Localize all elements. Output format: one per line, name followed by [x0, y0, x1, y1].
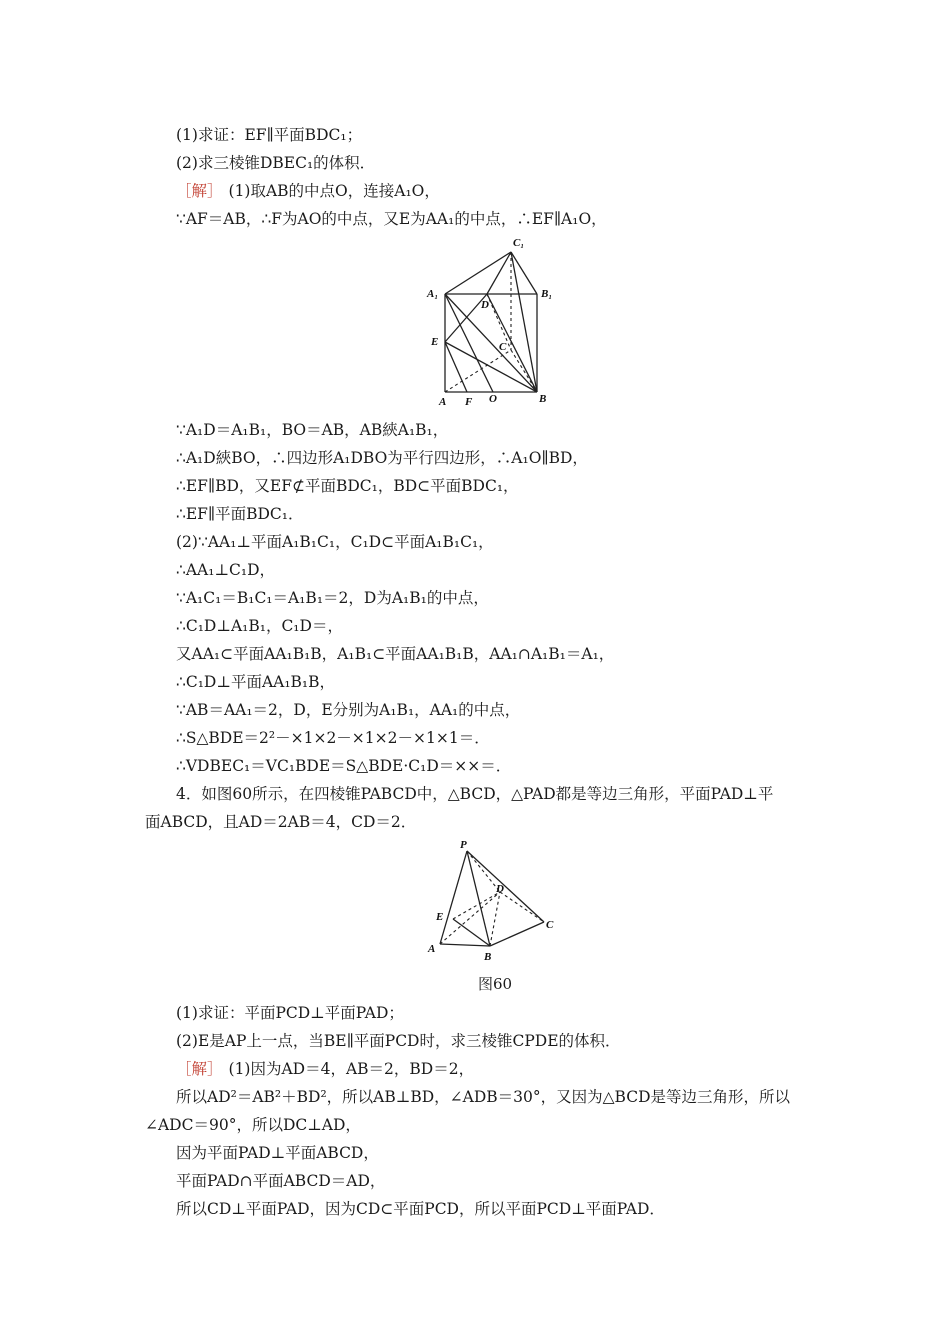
solution-line-15: ∴VDBEC₁＝VC₁BDE＝S△BDE·C₁D＝××＝． — [176, 757, 512, 775]
solution-4-line-2: 所以AD²＝AB²＋BD²，所以AB⊥BD，∠ADB＝30°，又因为△BCD是等边三角形，所以 — [176, 1088, 790, 1106]
problem-4-q1: (1)求证：平面PCD⊥平面PAD； — [176, 1004, 404, 1022]
label-a: A — [439, 396, 447, 408]
solution-line-10: ∴C₁D⊥A₁B₁，C₁D＝， — [176, 617, 343, 635]
label-a2: A — [428, 943, 436, 955]
figure-prism — [425, 232, 565, 410]
label-b1: B₁ — [541, 288, 553, 300]
label-p: P — [460, 839, 467, 851]
solution-line-6: ∴EF∥平面BDC₁． — [176, 505, 304, 523]
q2-volume: (2)求三棱锥DBEC₁的体积． — [176, 154, 376, 172]
label-c: C — [499, 341, 507, 353]
label-b2: B — [484, 951, 492, 963]
label-d: D — [481, 299, 489, 311]
solution-line-13: ∵AB＝AA₁＝2，D，E分别为A₁B₁，AA₁的中点， — [176, 701, 521, 719]
solution-line-3: ∵A₁D＝A₁B₁，BO＝AB，AB綊A₁B₁， — [176, 421, 449, 439]
solution-line-7: (2)∵AA₁⊥平面A₁B₁C₁，C₁D⊂平面A₁B₁C₁， — [176, 533, 494, 551]
solution-tag-2: ［解］ — [176, 1060, 223, 1078]
solution-line-8: ∴AA₁⊥C₁D， — [176, 561, 276, 579]
solution-4-line-6: 所以CD⊥平面PAD，因为CD⊂平面PCD，所以平面PCD⊥平面PAD． — [176, 1200, 665, 1218]
problem-4-q2: (2)E是AP上一点，当BE∥平面PCD时，求三棱锥CPDE的体积． — [176, 1032, 621, 1050]
solution-line-4: ∴A₁D綊BO，∴四边形A₁DBO为平行四边形，∴A₁O∥BD， — [176, 449, 588, 467]
solution-4-line-1 — [176, 1059, 474, 1079]
solution-line-5: ∴EF∥BD，又EF⊄平面BDC₁，BD⊂平面BDC₁， — [176, 477, 519, 495]
label-c2: C — [546, 919, 554, 931]
label-d2: D — [496, 883, 504, 895]
figure-caption: 图60 — [478, 975, 513, 993]
solution-line-12: ∴C₁D⊥平面AA₁B₁B， — [176, 673, 336, 691]
solution-line-9: ∵A₁C₁＝B₁C₁＝A₁B₁＝2，D为A₁B₁的中点， — [176, 589, 489, 607]
solution-4-step-1: (1)因为AD＝4，AB＝2，BD＝2， — [228, 1060, 475, 1078]
figure-pyramid — [422, 836, 562, 966]
solution-4-line-4: 因为平面PAD⊥平面ABCD， — [176, 1144, 379, 1162]
problem-4-line-1: 4．如图60所示，在四棱锥PABCD中，△BCD，△PAD都是等边三角形，平面PAD⊥平 — [176, 785, 774, 803]
solution-tag: ［解］ — [176, 182, 223, 200]
label-o: O — [489, 393, 497, 405]
solution-line-14: ∴S△BDE＝2²－×1×2－×1×2－×1×1＝． — [176, 729, 490, 747]
solution-4-line-5: 平面PAD∩平面ABCD＝AD， — [176, 1172, 386, 1190]
solution-step-1: (1)取AB的中点O，连接A₁O， — [228, 182, 440, 200]
label-f: F — [465, 396, 473, 408]
label-c1: C₁ — [513, 237, 525, 249]
solution-line-2: ∵AF＝AB，∴F为AO的中点，又E为AA₁的中点，∴EF∥A₁O， — [176, 210, 607, 228]
label-e: E — [431, 336, 439, 348]
solution-4-line-3: ∠ADC＝90°，所以DC⊥AD， — [145, 1116, 361, 1134]
problem-4-line-2: 面ABCD，且AD＝2AB＝4，CD＝2． — [145, 813, 417, 831]
solution-line-11: 又AA₁⊂平面AA₁B₁B，A₁B₁⊂平面AA₁B₁B，AA₁∩A₁B₁＝A₁， — [176, 645, 615, 663]
label-b: B — [539, 393, 547, 405]
solution-line-1 — [176, 181, 440, 201]
label-e2: E — [436, 911, 444, 923]
label-a1: A₁ — [427, 288, 439, 300]
q1-prove: (1)求证：EF∥平面BDC₁； — [176, 126, 363, 144]
